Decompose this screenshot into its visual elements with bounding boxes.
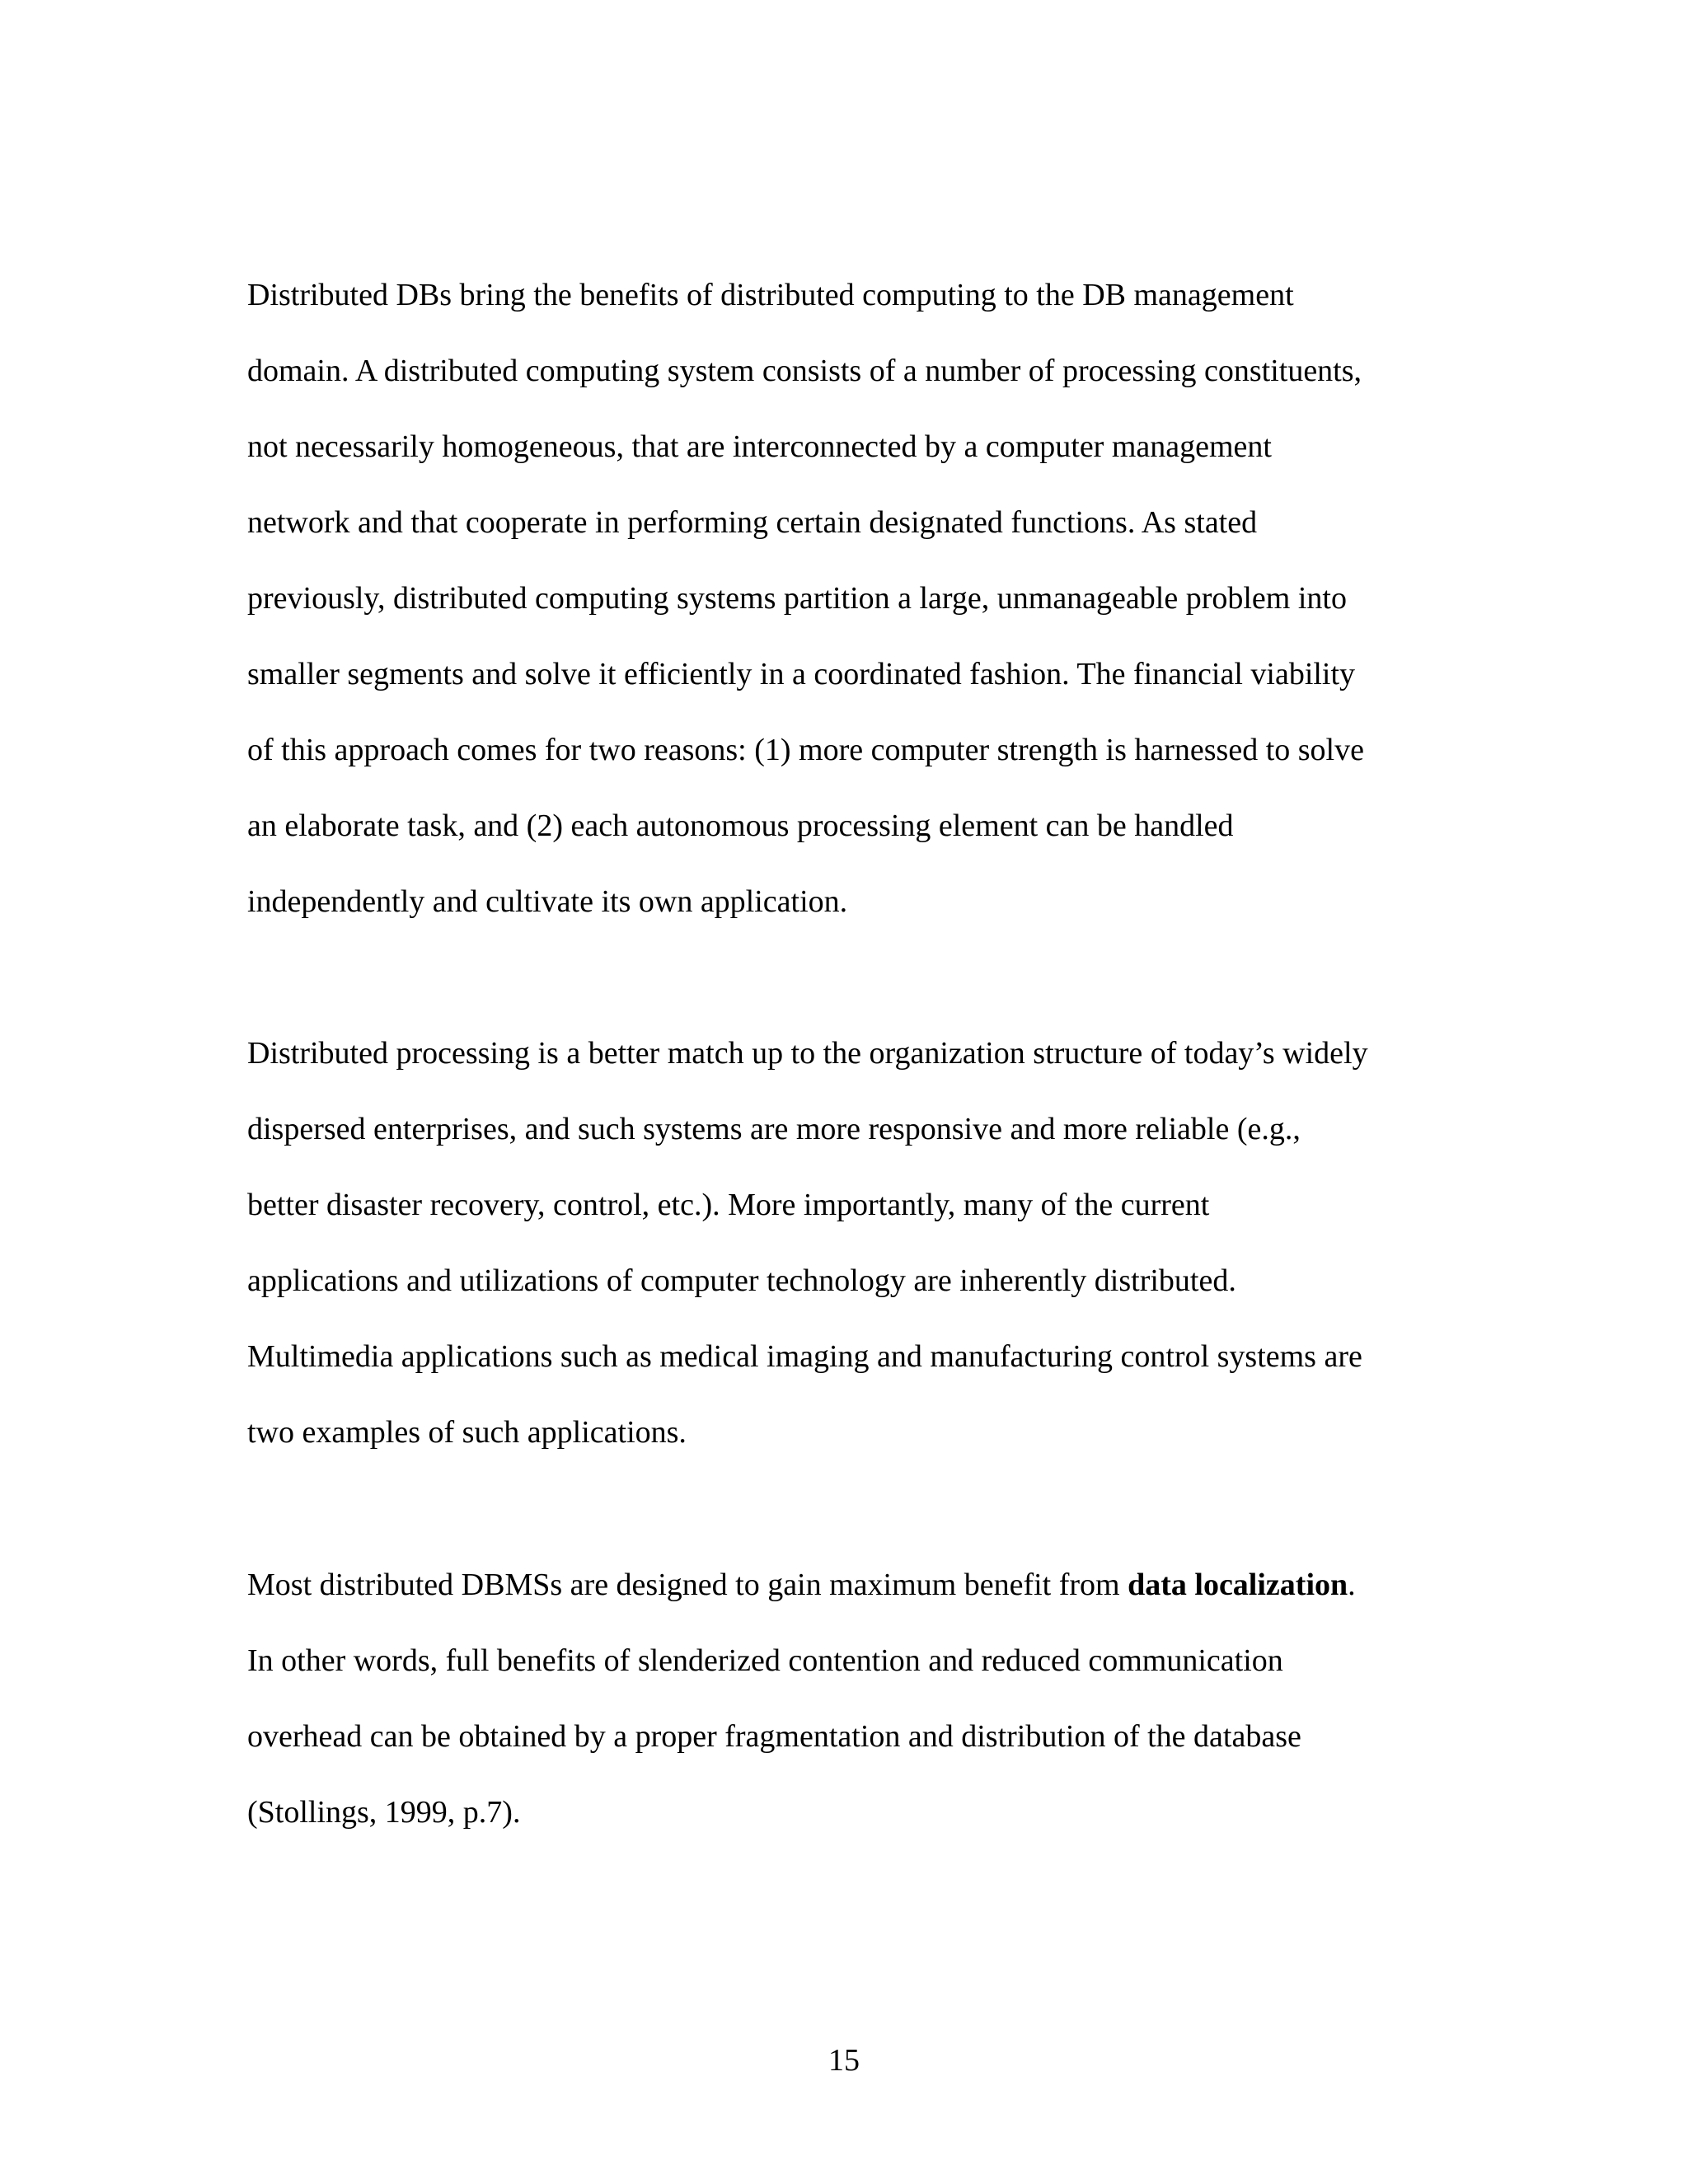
paragraph-line: Distributed processing is a better match up to the organization structure of today’s widely: [247, 1036, 1368, 1071]
paragraph-line: independently and cultivate its own application.: [247, 884, 848, 919]
paragraph-line: overhead can be obtained by a proper fragmentation and distribution of the database: [247, 1719, 1301, 1754]
paragraph-line: of this approach comes for two reasons: (1) more computer strength is harnessed to solve: [247, 733, 1364, 767]
paragraph-line: two examples of such applications.: [247, 1415, 687, 1450]
paragraph-line: smaller segments and solve it efficiently in a coordinated fashion. The financial viability: [247, 657, 1356, 691]
paragraph-line: an elaborate task, and (2) each autonomous processing element can be handled: [247, 808, 1234, 843]
paragraph-line: network and that cooperate in performing certain designated functions. As stated: [247, 505, 1258, 540]
paragraph-line: Distributed DBs bring the benefits of distributed computing to the DB management: [247, 278, 1294, 312]
paragraph-line: not necessarily homogeneous, that are interconnected by a computer management: [247, 429, 1272, 464]
paragraph-line: domain. A distributed computing system consists of a number of processing constituents,: [247, 354, 1362, 388]
paragraph-line: better disaster recovery, control, etc.). More importantly, many of the current: [247, 1188, 1210, 1222]
line-text: Most distributed DBMSs are designed to gain maximum benefit from: [247, 1568, 1128, 1602]
paragraph-line: (Stollings, 1999, p.7).: [247, 1795, 521, 1830]
line-text: .: [1348, 1568, 1356, 1602]
paragraph-line: dispersed enterprises, and such systems are more responsive and more reliable (e.g.,: [247, 1112, 1301, 1146]
paragraph-line: [247, 1547, 1451, 1623]
paragraph-line: Multimedia applications such as medical imaging and manufacturing control systems are: [247, 1339, 1362, 1374]
paragraph-1: [247, 257, 1451, 940]
bold-term: data localization: [1128, 1568, 1348, 1602]
paragraph-line: applications and utilizations of computer technology are inherently distributed.: [247, 1263, 1236, 1298]
page-number: 15: [828, 2043, 860, 2078]
paragraph-3: [247, 1547, 1451, 1850]
paragraph-line: In other words, full benefits of slenderized contention and reduced communication: [247, 1643, 1283, 1678]
paragraph-2: [247, 1015, 1451, 1470]
paragraph-line: previously, distributed computing systems partition a large, unmanageable problem into: [247, 581, 1347, 616]
